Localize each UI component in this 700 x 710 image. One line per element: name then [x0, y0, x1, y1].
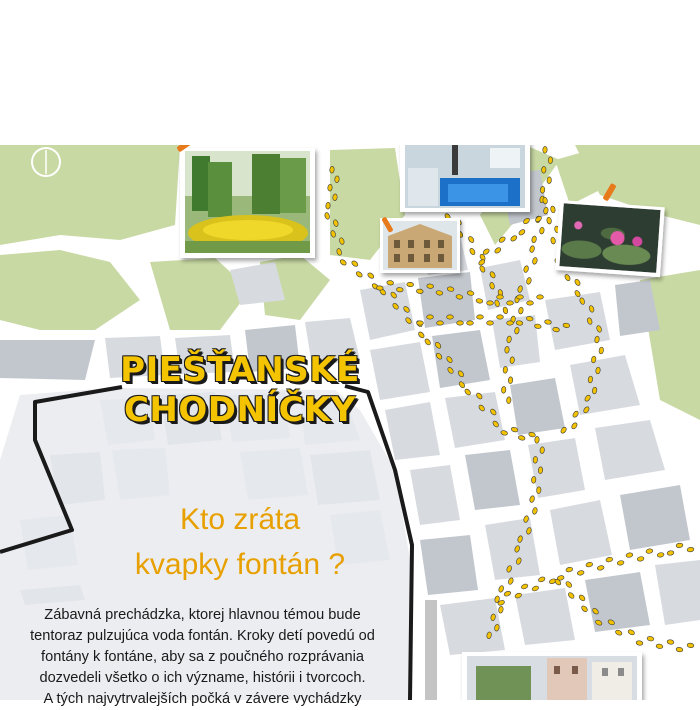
footprint-icon — [540, 447, 545, 454]
description-line: Zábavná prechádzka, ktorej hlavnou témou bude — [44, 607, 361, 623]
footprint-icon — [505, 346, 510, 353]
footprint-icon — [503, 366, 508, 373]
city-block — [445, 392, 505, 448]
footprint-icon — [517, 295, 524, 299]
subtitle-line-1: Kto zráta — [179, 503, 301, 536]
photo-water-lilies — [555, 200, 665, 277]
shadow-strip — [425, 600, 437, 700]
title-line-1: PIEŠŤANSKÉ — [120, 350, 360, 390]
footprint-icon — [510, 357, 515, 364]
photo-historic-building — [380, 218, 460, 273]
footprint-icon — [487, 321, 494, 325]
footprint-icon — [543, 146, 548, 153]
footprint-icon — [487, 301, 494, 305]
footprint-icon — [477, 315, 484, 319]
footprint-icon — [548, 157, 553, 164]
footprint-icon — [536, 487, 541, 494]
title-line-2: CHODNÍČKY — [123, 390, 357, 430]
footprint-icon — [417, 321, 424, 325]
footprint-icon — [437, 321, 444, 325]
footprint-icon — [527, 301, 534, 305]
footprint-icon — [407, 282, 414, 287]
description-line: tentoraz pulzujúca voda fontán. Kroky detí povedú od — [30, 628, 375, 644]
description-line: fontány k fontáne, aby sa z poučného rozprávania — [41, 649, 364, 665]
poster-subtitle — [90, 497, 390, 587]
city-block — [515, 588, 575, 645]
footprint-icon — [332, 194, 337, 201]
footprint-icon — [507, 301, 514, 305]
footprint-icon — [376, 286, 383, 291]
footprint-icon — [427, 315, 434, 319]
description-line: A tých najvytrvalejších počká v závere vychádzky — [43, 691, 362, 707]
footprint-icon — [396, 287, 403, 292]
footprint-icon — [531, 476, 536, 483]
footprint-icon — [467, 321, 474, 325]
footprint-icon — [506, 397, 511, 404]
footprint-icon — [325, 202, 330, 209]
footprint-icon — [497, 315, 504, 319]
footprint-icon — [541, 166, 546, 173]
footprint-icon — [507, 321, 514, 325]
photo-tulip-park — [180, 148, 315, 258]
photo-fountain-pool — [400, 140, 530, 212]
photo-street-buildings — [462, 652, 642, 700]
footprint-icon — [537, 295, 544, 299]
footprint-icon — [329, 166, 334, 173]
footprint-icon — [327, 184, 332, 191]
footprint-icon — [547, 177, 552, 184]
city-block — [370, 342, 430, 400]
description-line: dozvedeli všetko o ich význame, histórii i tvorcoch. — [39, 670, 366, 686]
page-margin — [0, 0, 700, 145]
city-block — [418, 272, 475, 328]
city-block — [545, 292, 610, 350]
subtitle-line-2: kvapky fontán ? — [134, 548, 346, 581]
footprint-icon — [540, 186, 545, 193]
footprint-icon — [416, 289, 423, 294]
poster-title — [120, 350, 360, 430]
footprint-icon — [538, 467, 543, 474]
footprint-icon — [533, 456, 538, 463]
city-block — [420, 535, 478, 595]
footprint-icon — [501, 386, 506, 393]
footprint-icon — [497, 295, 504, 299]
city-block — [0, 340, 95, 380]
footprint-icon — [334, 176, 339, 183]
footprint-icon — [508, 377, 513, 384]
footprint-icon — [427, 284, 434, 289]
park-block — [0, 145, 180, 245]
footprint-icon — [535, 436, 540, 443]
footprint-icon — [387, 280, 394, 285]
poster-description — [0, 605, 405, 710]
footprint-icon — [457, 321, 464, 325]
city-block — [620, 485, 690, 550]
footprint-icon — [447, 315, 454, 319]
city-block — [585, 572, 650, 632]
